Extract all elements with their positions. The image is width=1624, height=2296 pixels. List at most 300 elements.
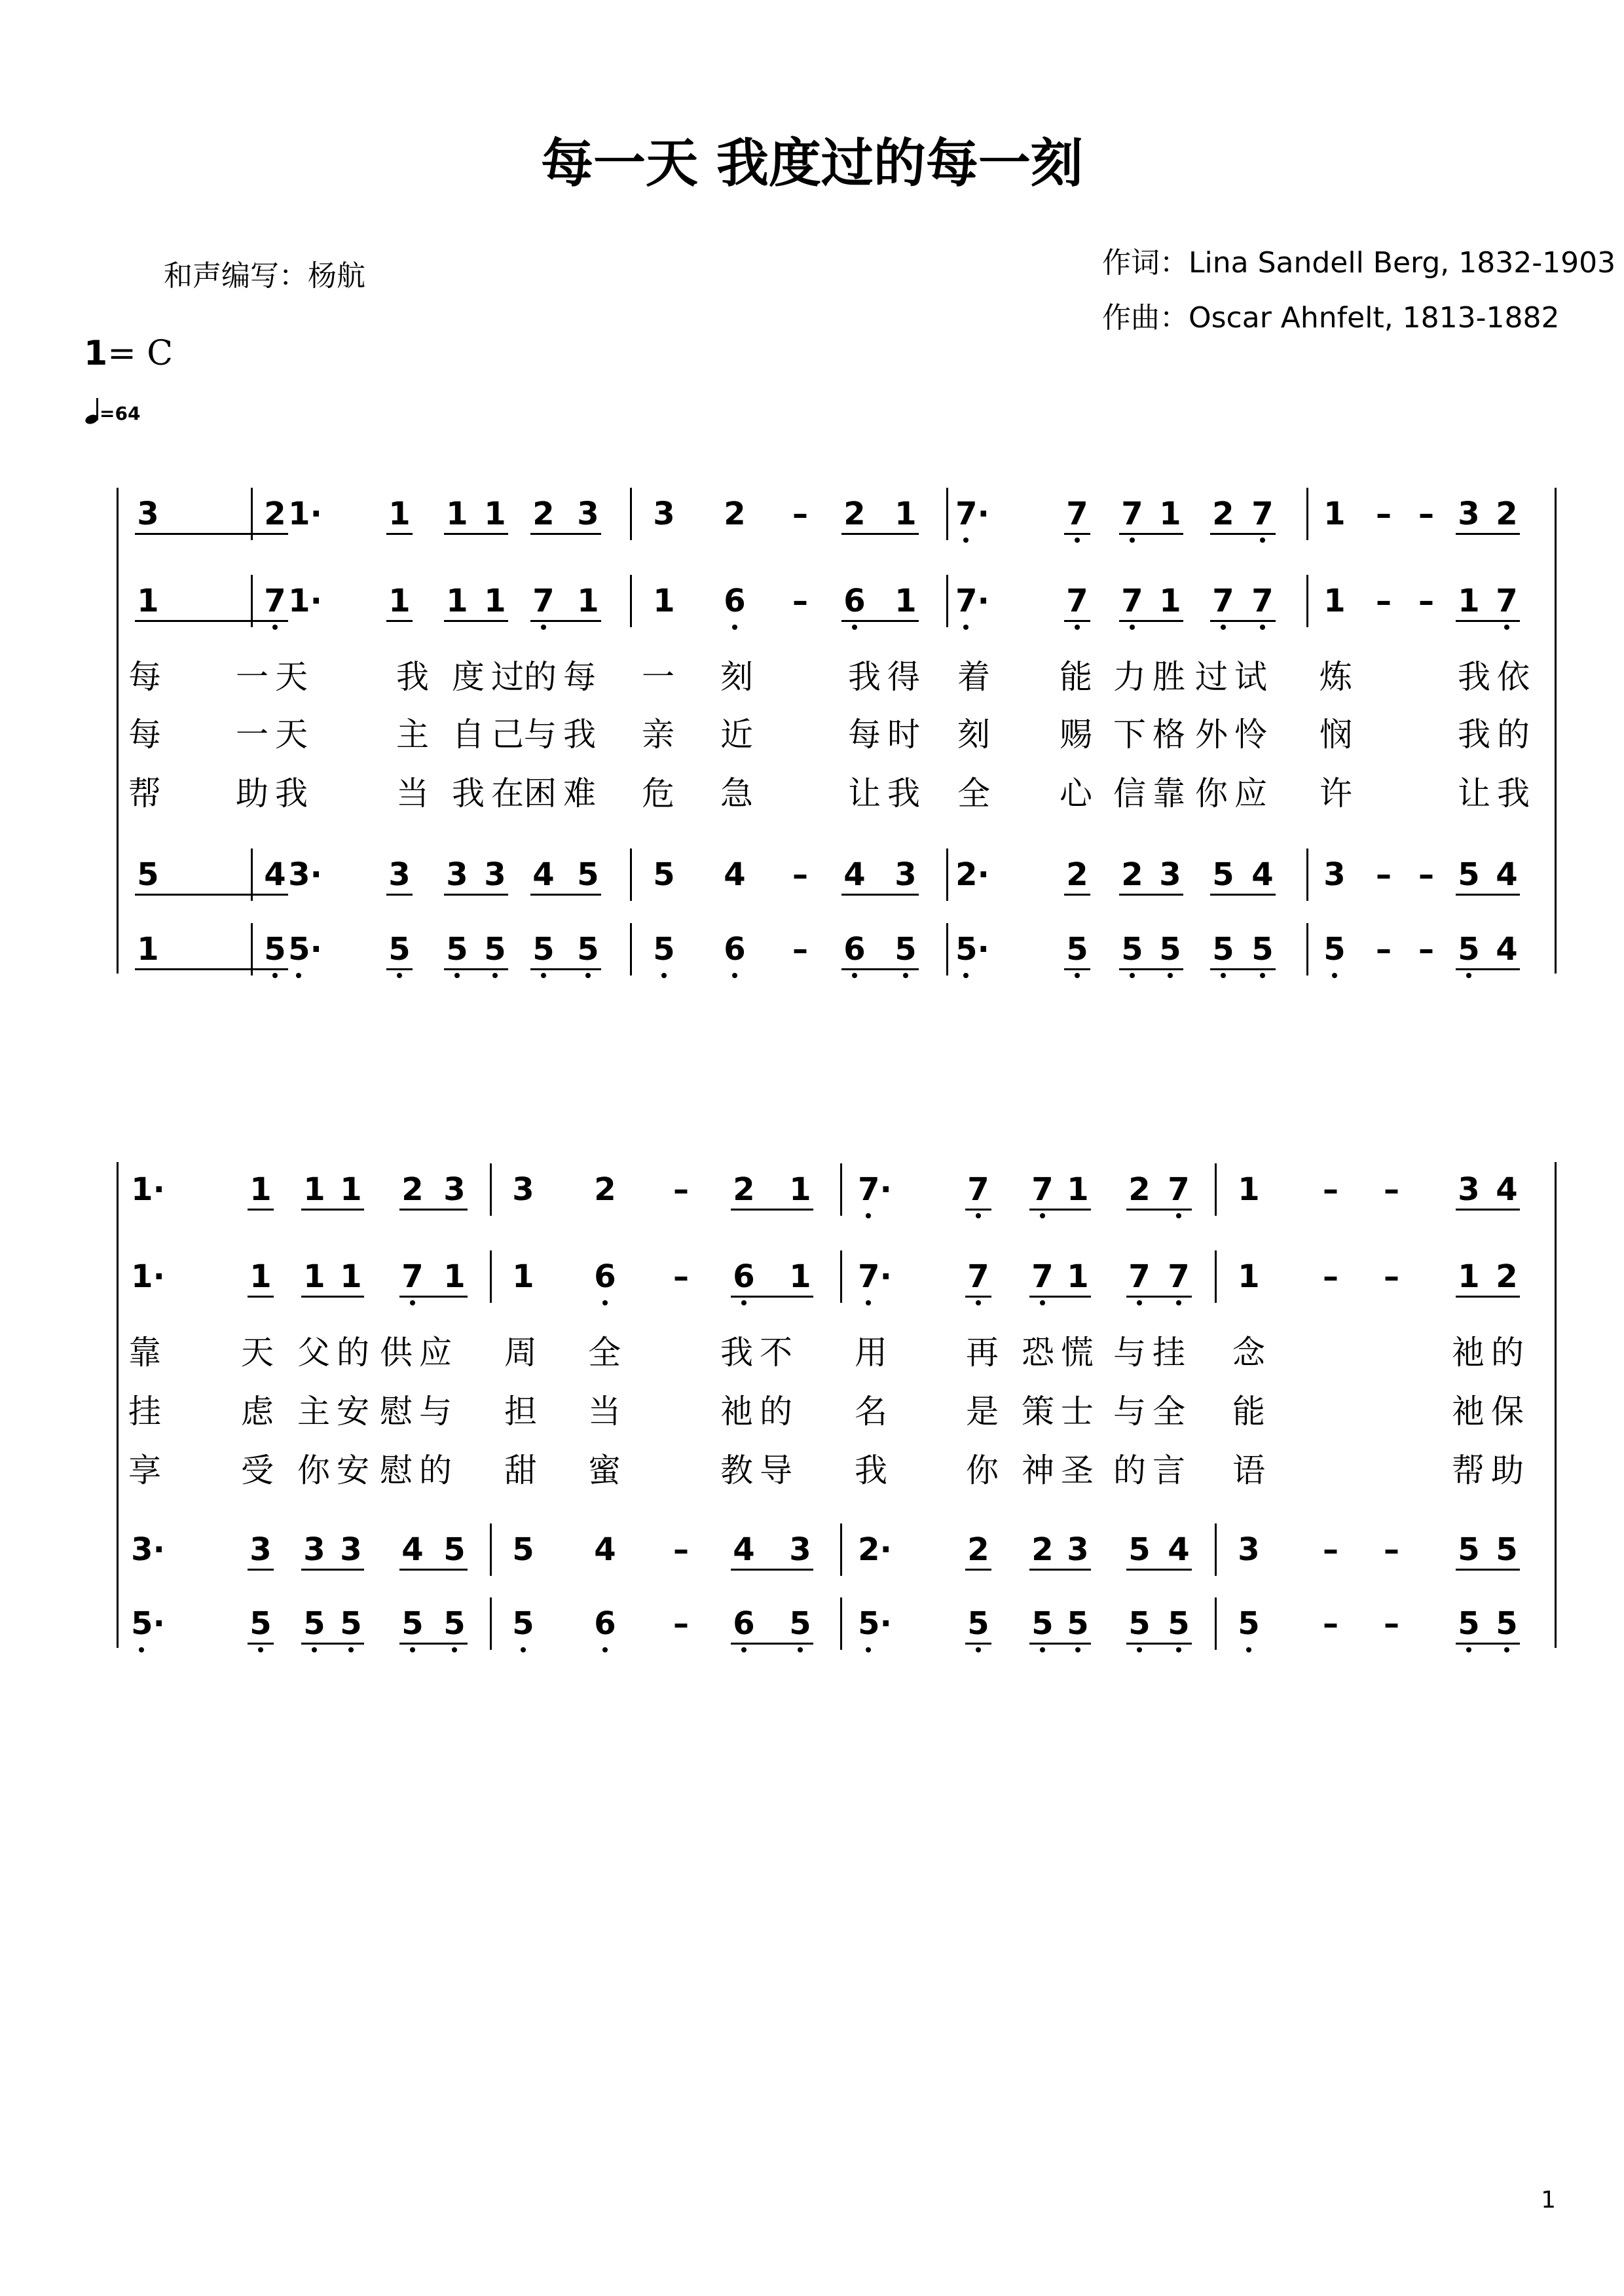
lyric-syllable: 策士 [1022, 1393, 1100, 1430]
note-number: 5· [858, 1605, 892, 1642]
octave-dot [410, 1647, 415, 1652]
system-start-barline [117, 488, 119, 974]
note-number: 6 [843, 931, 866, 968]
eighth-beam [1029, 1296, 1091, 1298]
eighth-beam [1126, 1296, 1192, 1298]
eighth-beam [386, 968, 413, 970]
note-number: 1 [249, 1171, 272, 1208]
octave-dot [454, 973, 460, 978]
lyric-syllable: 念 [1232, 1334, 1272, 1372]
eighth-beam [1456, 1209, 1520, 1211]
note-number: 2 [724, 496, 746, 532]
barline [946, 575, 948, 627]
lyric-syllable: 当 [588, 1393, 627, 1430]
note-number: 6 [594, 1605, 616, 1642]
note-number: 3 [1458, 1171, 1480, 1208]
octave-dot [348, 1647, 354, 1652]
lyric-syllable: 的每 [524, 658, 602, 696]
note-number: 1 [484, 496, 506, 532]
note-number: 7 [532, 583, 555, 619]
eighth-beam [530, 620, 601, 622]
note-number: 3 [388, 856, 411, 893]
lyric-syllable: 让我 [848, 774, 927, 812]
note-number: 7 [967, 1171, 989, 1208]
lyric-syllable: 帮助 [1452, 1451, 1530, 1489]
octave-dot [1137, 1300, 1142, 1305]
system-start-barline [117, 1162, 119, 1648]
note-number: 1 [446, 496, 468, 532]
octave-dot [397, 973, 402, 978]
octave-dot [585, 973, 591, 978]
octave-dot [866, 1213, 871, 1218]
lyric-syllable: 刻 [720, 658, 760, 696]
octave-dot [976, 1213, 981, 1218]
note-number: 1 [340, 1258, 362, 1295]
lyric-syllable: 外怜 [1195, 716, 1274, 754]
note-number: 1 [1159, 496, 1181, 532]
lyric-syllable: 一天 [236, 658, 314, 696]
note-number: 3 [340, 1531, 362, 1568]
eighth-beam [1210, 894, 1276, 896]
eighth-beam [965, 1209, 991, 1211]
lyric-syllable: 慰的 [380, 1451, 458, 1489]
lyric-syllable: 祂的 [720, 1393, 799, 1430]
lyric-syllable: 下格 [1113, 716, 1192, 754]
note-number: 2 [733, 1171, 755, 1208]
lyric-syllable: 刻 [957, 716, 997, 754]
lyric-syllable: 信靠 [1113, 774, 1192, 812]
eighth-beam [530, 533, 601, 535]
note-number: 5 [512, 1531, 534, 1568]
note-number: 7 [1031, 1171, 1054, 1208]
note-number: 7· [858, 1171, 892, 1208]
barline [1215, 1250, 1217, 1303]
note-number: 2 [1496, 496, 1518, 532]
barline [1215, 1163, 1217, 1216]
system-end-barline [1555, 1162, 1557, 1648]
note-number: 3 [653, 496, 675, 532]
octave-dot [541, 973, 546, 978]
lyric-syllable: 蜜 [588, 1451, 627, 1489]
note-number: 1 [1238, 1171, 1260, 1208]
page-title: 每一天 我度过的每一刻 [541, 133, 1083, 194]
note-number: 2 [1031, 1531, 1054, 1568]
lyric-syllable: 教导 [720, 1451, 799, 1489]
octave-dot [602, 1647, 608, 1652]
note-number: 5 [1066, 931, 1088, 968]
note-number: 3 [1159, 856, 1181, 893]
eighth-beam [399, 1569, 468, 1571]
note-number: – [673, 1531, 689, 1568]
lyric-syllable: 挂 [128, 1393, 168, 1430]
note-number: 7 [1168, 1171, 1190, 1208]
note-number: 5 [1323, 931, 1346, 968]
lyric-syllable: 每 [128, 716, 168, 754]
eighth-beam [1210, 968, 1276, 970]
note-number: 5 [1212, 931, 1234, 968]
octave-dot [296, 973, 301, 978]
note-number: 1 [1067, 1258, 1089, 1295]
note-number: 1 [1458, 583, 1480, 619]
octave-dot [1260, 625, 1265, 630]
note-number: 1 [388, 583, 411, 619]
note-number: 5 [1458, 1605, 1480, 1642]
note-number: 7 [1066, 583, 1088, 619]
lyric-syllable: 一天 [236, 716, 314, 754]
note-number: 5 [653, 856, 675, 893]
note-number: 4 [594, 1531, 616, 1568]
octave-dot [492, 973, 498, 978]
note-number: 2 [1496, 1258, 1518, 1295]
eighth-beam [386, 533, 413, 535]
note-number: – [792, 583, 808, 619]
octave-dot [661, 973, 667, 978]
lyric-syllable: 我 [855, 1451, 894, 1489]
octave-dot [903, 973, 908, 978]
note-number: – [792, 496, 808, 532]
octave-dot [1176, 1647, 1181, 1652]
note-number: 1 [137, 931, 159, 968]
note-number: 1· [131, 1258, 165, 1295]
note-number: 2 [843, 496, 866, 532]
eighth-beam [1210, 620, 1276, 622]
note-number: 5 [340, 1605, 362, 1642]
octave-dot [272, 973, 278, 978]
note-number: 6 [724, 931, 746, 968]
octave-dot [963, 973, 969, 978]
note-number: 5 [967, 1605, 989, 1642]
note-number: 5 [264, 931, 286, 968]
octave-dot [1075, 625, 1080, 630]
note-number: 1 [512, 1258, 534, 1295]
note-number: 3 [1067, 1531, 1089, 1568]
lyric-syllable: 度过 [452, 658, 530, 696]
page-number: 1 [1541, 2187, 1556, 2214]
note-number: 5 [446, 931, 468, 968]
octave-dot [541, 625, 546, 630]
eighth-beam [841, 620, 919, 622]
eighth-beam [965, 1296, 991, 1298]
note-number: 1 [340, 1171, 362, 1208]
note-number: 5 [512, 1605, 534, 1642]
note-number: 1 [484, 583, 506, 619]
note-number: 2 [401, 1171, 424, 1208]
octave-dot [1332, 973, 1337, 978]
note-number: 1 [249, 1258, 272, 1295]
note-number: 5 [1031, 1605, 1054, 1642]
octave-dot [1260, 973, 1265, 978]
note-number: 1· [131, 1171, 165, 1208]
note-number: 1 [1067, 1171, 1089, 1208]
system-end-barline [1555, 488, 1557, 974]
lyric-syllable: 许 [1320, 774, 1359, 812]
octave-dot [741, 1647, 747, 1652]
lyric-syllable: 困难 [524, 774, 602, 812]
note-number: 5 [532, 931, 555, 968]
octave-dot [272, 625, 278, 630]
note-number: 1 [1238, 1258, 1260, 1295]
lyric-syllable: 我依 [1458, 658, 1536, 696]
note-number: 5 [137, 856, 159, 893]
note-number: 5 [1458, 856, 1480, 893]
eighth-beam [444, 533, 508, 535]
eighth-beam [1064, 620, 1090, 622]
lyric-syllable: 享 [128, 1451, 168, 1489]
eighth-beam [399, 1209, 468, 1211]
barline [1306, 923, 1308, 975]
lyric-syllable: 慰与 [380, 1393, 458, 1430]
eighth-beam [399, 1643, 468, 1645]
lyric-syllable: 全 [588, 1334, 627, 1372]
octave-dot [1504, 1647, 1509, 1652]
lyric-syllable: 主 [396, 716, 435, 754]
lyric-syllable: 再 [966, 1334, 1005, 1372]
eighth-beam [301, 1209, 364, 1211]
lyric-syllable: 祂保 [1452, 1393, 1530, 1430]
note-number: 6 [733, 1605, 755, 1642]
lyric-syllable: 靠 [128, 1334, 168, 1372]
key-prefix: 1 [84, 334, 108, 373]
octave-dot [741, 1300, 747, 1305]
lyric-syllable: 心 [1060, 774, 1099, 812]
barline [1306, 488, 1308, 540]
note-number: 5 [1067, 1605, 1089, 1642]
eighth-beam [444, 894, 508, 896]
tempo-value: =64 [100, 403, 141, 424]
note-number: 3 [577, 496, 599, 532]
lyric-syllable: 我不 [720, 1334, 799, 1372]
octave-dot [139, 1647, 144, 1652]
lyric-syllable: 让我 [1458, 774, 1536, 812]
lyric-syllable: 甜 [504, 1451, 544, 1489]
note-number: 4 [1251, 856, 1274, 893]
note-number: 4 [401, 1531, 424, 1568]
octave-dot [1130, 973, 1135, 978]
note-number: 1 [446, 583, 468, 619]
note-number: – [1418, 583, 1434, 619]
octave-dot [852, 625, 857, 630]
barline [840, 1523, 842, 1576]
note-number: – [1323, 1531, 1338, 1568]
eighth-beam [1119, 620, 1183, 622]
octave-dot [1137, 1647, 1142, 1652]
note-number: 5 [577, 856, 599, 893]
note-number: 2 [264, 496, 286, 532]
note-number: 3 [1323, 856, 1346, 893]
note-number: – [1376, 931, 1392, 968]
key-value: = C [107, 334, 174, 373]
lyric-syllable: 与挂 [1113, 1334, 1192, 1372]
barline [1306, 575, 1308, 627]
octave-dot [1075, 538, 1080, 543]
eighth-beam [530, 968, 601, 970]
barline [490, 1597, 492, 1650]
lyric-syllable: 恐慌 [1022, 1334, 1100, 1372]
eighth-beam [1126, 1209, 1192, 1211]
note-number: 1 [1159, 583, 1181, 619]
lyric-syllable: 悯 [1320, 716, 1359, 754]
eighth-beam [1456, 1569, 1520, 1571]
note-number: – [792, 856, 808, 893]
note-number: 1 [388, 496, 411, 532]
note-number: 5 [388, 931, 411, 968]
eighth-beam [731, 1209, 813, 1211]
eighth-beam [731, 1569, 813, 1571]
eighth-beam [301, 1296, 364, 1298]
note-number: 7 [1066, 496, 1088, 532]
octave-dot [452, 1647, 457, 1652]
eighth-beam [248, 1569, 274, 1571]
eighth-beam [841, 533, 919, 535]
octave-dot [1504, 625, 1509, 630]
octave-dot [1168, 973, 1173, 978]
note-number: – [1376, 496, 1392, 532]
octave-dot [1260, 538, 1265, 543]
note-number: – [1376, 856, 1392, 893]
eighth-beam [731, 1296, 813, 1298]
lyric-syllable: 全 [957, 774, 997, 812]
lyric-syllable: 每时 [848, 716, 927, 754]
eighth-beam [301, 1643, 364, 1645]
note-number: 4 [264, 856, 286, 893]
octave-dot [798, 1647, 803, 1652]
note-number: 5 [789, 1605, 811, 1642]
note-number: 7 [1496, 583, 1518, 619]
barline [490, 1250, 492, 1303]
note-number: 3 [446, 856, 468, 893]
note-number: – [1384, 1258, 1399, 1295]
note-number: 2 [1066, 856, 1088, 893]
lyric-syllable: 神圣 [1022, 1451, 1100, 1489]
note-number: 2 [1128, 1171, 1151, 1208]
note-number: 3 [484, 856, 506, 893]
barline [1215, 1523, 1217, 1576]
note-number: 6 [843, 583, 866, 619]
note-number: 4 [843, 856, 866, 893]
barline [1306, 848, 1308, 901]
octave-dot [258, 1647, 263, 1652]
note-number: – [1376, 583, 1392, 619]
octave-dot [1246, 1647, 1251, 1652]
eighth-beam [399, 1296, 468, 1298]
note-number: – [673, 1171, 689, 1208]
note-number: 5 [303, 1605, 325, 1642]
eighth-beam [1456, 1296, 1520, 1298]
octave-dot [1221, 973, 1226, 978]
lyric-syllable: 我得 [848, 658, 927, 696]
lyric-syllable: 天 [241, 1334, 280, 1372]
eighth-beam [135, 620, 288, 622]
eighth-beam [965, 1569, 991, 1571]
barline [630, 575, 632, 627]
barline [490, 1523, 492, 1576]
lyric-syllable: 着 [957, 658, 997, 696]
note-number: 3 [1238, 1531, 1260, 1568]
note-number: 5 [1212, 856, 1234, 893]
octave-dot [1466, 973, 1471, 978]
eighth-beam [135, 968, 288, 970]
note-number: – [1418, 496, 1434, 532]
octave-dot [866, 1647, 871, 1652]
lyric-syllable: 一 [642, 658, 681, 696]
note-number: 3 [1458, 496, 1480, 532]
note-number: 2 [1121, 856, 1143, 893]
note-number: 1 [1458, 1258, 1480, 1295]
note-number: 3· [288, 856, 322, 893]
note-number: 5 [1128, 1605, 1151, 1642]
octave-dot [1466, 1647, 1471, 1652]
note-number: 1· [288, 583, 322, 619]
note-number: 5 [484, 931, 506, 968]
lyric-syllable: 你 [966, 1451, 1005, 1489]
lyric-syllable: 祂的 [1452, 1334, 1530, 1372]
barline [630, 848, 632, 901]
lyric-syllable: 的言 [1113, 1451, 1192, 1489]
note-number: 3 [303, 1531, 325, 1568]
note-number: 6 [594, 1258, 616, 1295]
note-number: 1 [789, 1171, 811, 1208]
lyricist-credit: 作词：Lina Sandell Berg, 1832-1903 [1102, 246, 1616, 280]
eighth-beam [135, 894, 288, 896]
note-number: 5 [443, 1531, 466, 1568]
note-number: – [1323, 1605, 1338, 1642]
eighth-beam [1456, 620, 1520, 622]
octave-dot [521, 1647, 526, 1652]
octave-dot [1130, 625, 1135, 630]
note-number: 3 [443, 1171, 466, 1208]
octave-dot [1176, 1300, 1181, 1305]
lyric-syllable: 我的 [1458, 716, 1536, 754]
note-number: 2 [967, 1531, 989, 1568]
octave-dot [976, 1300, 981, 1305]
note-number: – [1384, 1605, 1399, 1642]
eighth-beam [1210, 533, 1276, 535]
eighth-beam [841, 894, 919, 896]
lyric-syllable: 语 [1232, 1451, 1272, 1489]
note-number: 2 [594, 1171, 616, 1208]
octave-dot [732, 625, 737, 630]
lyric-syllable: 你安 [297, 1451, 376, 1489]
note-number: 7 [1251, 583, 1274, 619]
note-number: 7 [1251, 496, 1274, 532]
note-number: 5 [1168, 1605, 1190, 1642]
eighth-beam [386, 620, 413, 622]
note-number: 7· [955, 583, 989, 619]
lyric-syllable: 用 [855, 1334, 894, 1372]
barline [251, 848, 253, 901]
lyric-syllable: 父的 [297, 1334, 376, 1372]
note-number: 3· [131, 1531, 165, 1568]
eighth-beam [841, 968, 919, 970]
note-number: – [673, 1605, 689, 1642]
note-number: – [1323, 1171, 1338, 1208]
note-number: 4 [733, 1531, 755, 1568]
octave-dot [1130, 538, 1135, 543]
lyric-syllable: 名 [855, 1393, 894, 1430]
lyric-syllable: 主安 [297, 1393, 376, 1430]
note-number: 4 [1168, 1531, 1190, 1568]
note-number: – [1418, 856, 1434, 893]
note-number: 1 [137, 583, 159, 619]
note-number: – [673, 1258, 689, 1295]
barline [630, 923, 632, 975]
note-number: 5 [1159, 931, 1181, 968]
barline [840, 1163, 842, 1216]
lyric-syllable: 周 [504, 1334, 544, 1372]
barline [630, 488, 632, 540]
note-number: 2 [1212, 496, 1234, 532]
note-number: 4 [724, 856, 746, 893]
